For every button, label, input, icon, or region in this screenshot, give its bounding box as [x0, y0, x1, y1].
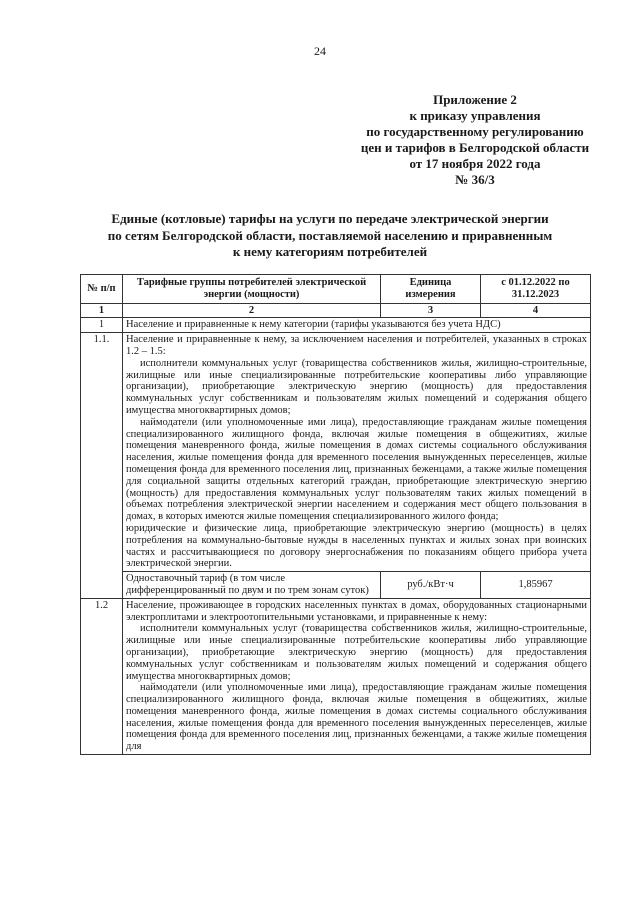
index-cell: 4	[481, 303, 591, 318]
tariff-value: 1,85967	[481, 572, 591, 599]
page-number: 24	[314, 44, 326, 58]
index-row	[81, 303, 591, 318]
section-text: Население и приравненные к нему категории (тарифы указываются без учета НДС)	[123, 318, 591, 333]
appendix-line: по государственному регулированию	[366, 124, 584, 139]
row-intro: Население и приравненные к нему, за исключением населения и потребителей, указанных в строках 1.2 – 1.5:	[126, 334, 587, 357]
tariff-unit: руб./кВт·ч	[381, 572, 481, 599]
appendix-line: от 17 ноября 2022 года	[409, 156, 541, 171]
tariff-label: Одноставочный тариф (в том числе дифференцированный по двум и по трем зонам суток)	[123, 572, 381, 599]
appendix-line: цен и тарифов в Белгородской области	[360, 140, 590, 155]
header-period: с 01.12.2022 по 31.12.2023	[481, 275, 591, 304]
header-group: Тарифные группы потребителей электрической энергии (мощности)	[123, 275, 381, 304]
row-number: 1.2	[81, 598, 123, 754]
row-intro: Население, проживающее в городских населенных пунктах в домах, оборудованных стационарными электроплитами и электроотопительными установками, и приравненные к нему:	[126, 599, 587, 623]
table-row-1-1-text	[81, 333, 591, 572]
document-title	[70, 211, 590, 261]
row-paragraph: юридические и физические лица, приобретающие электрическую энергию (мощность) в целях потребления на коммунально-бытовые нужды в населенных пунктах и жилых зонах при воинских частях и рассчитывающиеся по договору энергоснабжения по показаниям общего прибора учета электрической энергии.	[126, 522, 587, 570]
tariff-table	[80, 274, 591, 755]
index-cell: 3	[381, 303, 481, 318]
title-line: Единые (котловые) тарифы на услуги по передаче электрической энергии	[111, 211, 549, 226]
row-number: 1	[81, 318, 123, 333]
row-description	[123, 333, 591, 572]
table-row-1-1-tariff	[81, 572, 591, 599]
table-row-1-2-text	[81, 598, 591, 754]
appendix-header	[330, 92, 620, 188]
header-num: № п/п	[81, 275, 123, 304]
index-cell: 2	[123, 303, 381, 318]
row-number: 1.1.	[81, 333, 123, 599]
title-line: по сетям Белгородской области, поставляемой населению и приравненным	[107, 227, 553, 243]
table-header-row	[81, 275, 591, 304]
row-paragraph: исполнители коммунальных услуг (товарищества собственников жилья, жилищно-строительные, жилищные или иные специализированные потребительские кооперативы либо управляющие организации), приобретающие электрическую энергию (мощность) для предоставления коммунальных услуг собственникам и пользователям жилых помещений и содержания общего имущества многоквартирных домов;	[126, 357, 587, 416]
appendix-line: № 36/3	[455, 172, 495, 187]
header-unit: Единица измерения	[381, 275, 481, 304]
appendix-line: Приложение 2	[433, 92, 517, 107]
title-line: к нему категориям потребителей	[232, 244, 428, 259]
row-paragraph: наймодатели (или уполномоченные ими лица), предоставляющие гражданам жилые помещения специализированного жилищного фонда, включая жилые помещения в общежитиях, жилые помещения маневренного фонда, жилые помещения в домах системы социального обслуживания населения, жилые помещения фонда для временного поселения вынужденных переселенцев, жилые помещения фонда для временного поселения лиц, признанных беженцами, а также жилые помещения для социальной защиты отдельных категорий граждан, приобретающие электрическую энергию (мощность) для предоставления коммунальных услуг пользователям таких жилых помещений в объемах потребления электрической энергии населением и содержания мест общего пользования в домах, в которых имеются жилые помещения специализированного жилого фонда;	[126, 416, 587, 523]
section-row	[81, 318, 591, 333]
index-cell: 1	[81, 303, 123, 318]
row-paragraph: наймодатели (или уполномоченные ими лица), предоставляющие гражданам жилые помещения специализированного жилищного фонда, включая жилые помещения в общежитиях, жилые помещения маневренного фонда, жилые помещения в домах системы социального обслуживания населения, жилые помещения фонда для временного поселения вынужденных переселенцев, жилые помещения фонда для временного поселения лиц, признанных беженцами, а также жилые помещения для	[126, 682, 587, 753]
row-paragraph: исполнители коммунальных услуг (товарищества собственников жилья, жилищно-строительные, жилищные или иные специализированные потребительские кооперативы либо управляющие организации), приобретающие электрическую энергию (мощность) для предоставления коммунальных услуг собственникам и пользователям жилых помещений и содержания общего имущества многоквартирных домов;	[126, 623, 587, 682]
row-description	[123, 598, 591, 754]
appendix-line: к приказу управления	[409, 108, 541, 123]
